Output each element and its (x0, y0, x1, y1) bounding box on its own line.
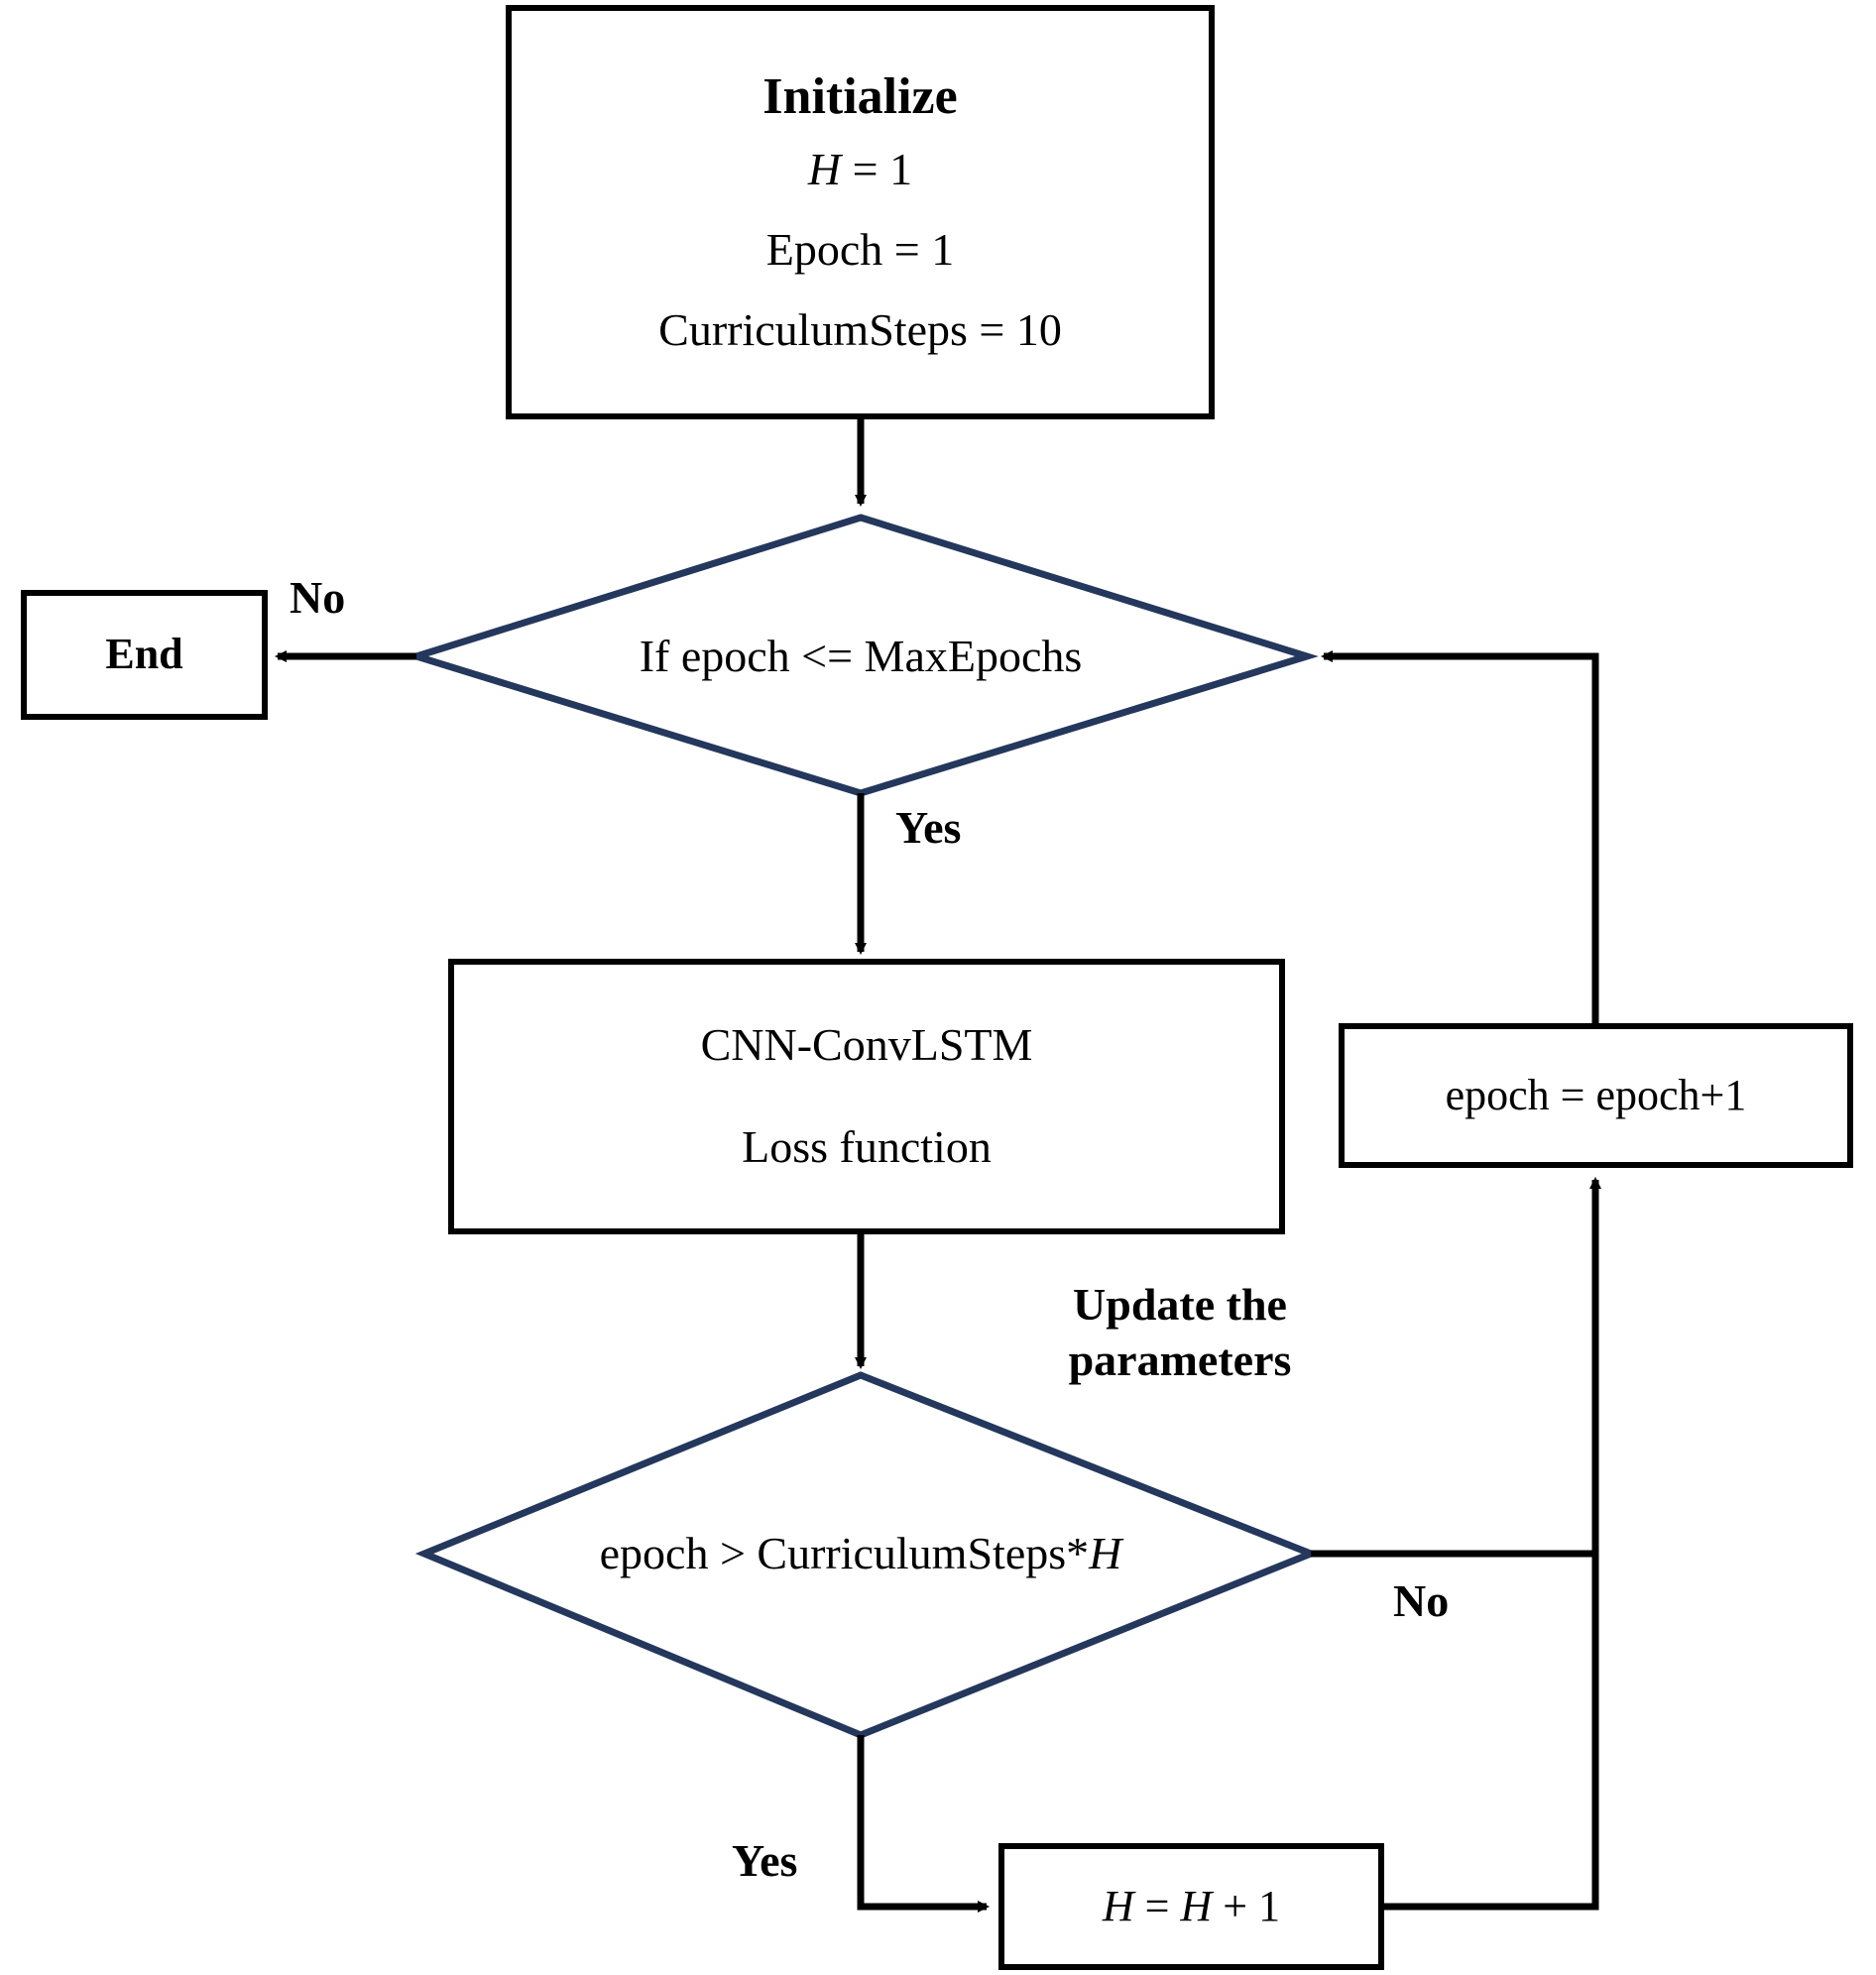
decision-curriculum-label-var: H (1089, 1527, 1122, 1578)
edge-label-no-to-end: No (290, 572, 346, 623)
update-parameters-line-1: Update the (1073, 1279, 1287, 1330)
initialize-line-2: Epoch = 1 (765, 223, 955, 275)
node-decision-epoch-shape (416, 518, 1307, 793)
increment-h-plus-one: + 1 (1212, 1881, 1281, 1930)
increment-epoch-label: epoch = epoch+1 (1445, 1070, 1747, 1119)
edge-label-yes-to-model: Yes (895, 802, 962, 853)
initialize-title: Initialize (762, 68, 958, 126)
increment-h-var-left: H (1102, 1881, 1134, 1930)
model-line-1: CNN-ConvLSTM (700, 1019, 1033, 1071)
initialize-h-value: = 1 (841, 143, 913, 194)
node-model-shape (451, 962, 1282, 1231)
node-end-shape (24, 593, 265, 717)
node-increment-epoch-shape (1342, 1026, 1850, 1165)
initialize-line-3: CurriculumSteps = 10 (658, 303, 1062, 355)
node-decision-curriculum-shape (424, 1375, 1311, 1735)
decision-curriculum-label-pre: epoch > CurriculumSteps* (599, 1527, 1090, 1578)
edge-label-no-to-epoch-increment: No (1393, 1575, 1450, 1626)
node-initialize-shape (509, 8, 1212, 416)
increment-h-eq: = (1133, 1881, 1181, 1930)
decision-epoch-label: If epoch <= MaxEpochs (639, 630, 1083, 681)
model-line-2: Loss function (742, 1121, 992, 1172)
node-increment-h-shape (1001, 1846, 1381, 1967)
initialize-h-var: H (807, 143, 842, 194)
end-label: End (105, 630, 183, 679)
update-parameters-line-2: parameters (1068, 1335, 1292, 1386)
edge-label-update-parameters (1001, 1277, 1358, 1388)
edge-decision-curriculum-yes (861, 1735, 987, 1907)
edge-label-yes-to-h-increment: Yes (732, 1835, 798, 1886)
increment-h-var-right: H (1180, 1881, 1213, 1930)
edge-increment-epoch-to-decision (1324, 656, 1595, 1026)
